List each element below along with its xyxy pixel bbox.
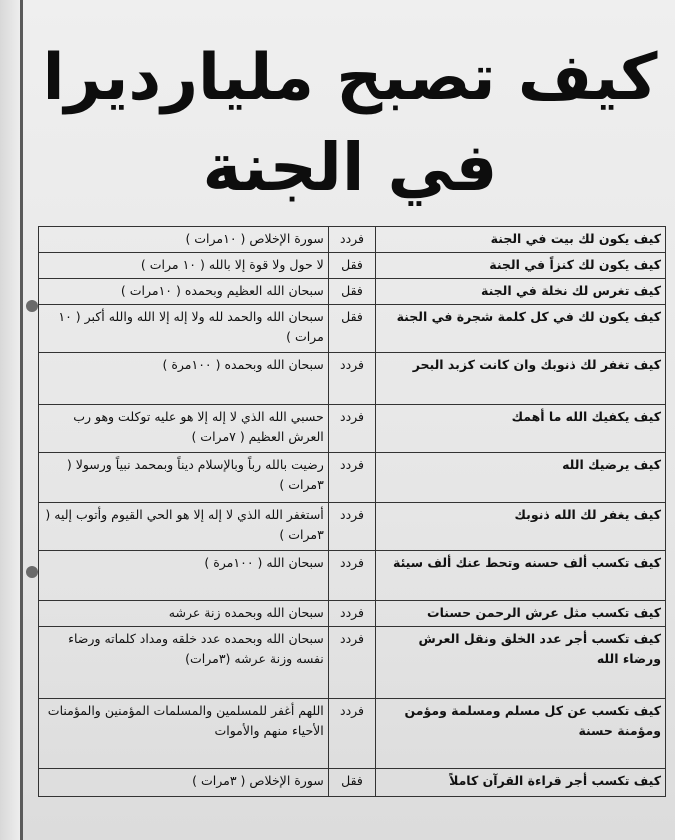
instruction-cell: فردد <box>328 627 375 699</box>
question-cell: كيف تغفر لك ذنوبك وان كانت كزبد البحر <box>376 353 666 405</box>
instruction-cell: فقل <box>328 769 375 797</box>
table-row <box>39 353 666 405</box>
question-cell: كيف يكفيك الله ما أهمك <box>376 405 666 453</box>
dhikr-cell: سبحان الله والحمد لله ولا إله إلا الله والله أكبر ( ١٠ مرات ) <box>39 305 329 353</box>
table-row <box>39 305 666 353</box>
table-row <box>39 627 666 699</box>
dhikr-cell: اللهم أغفر للمسلمين والمسلمات المؤمنين والمؤمنات الأحياء منهم والأموات <box>39 699 329 769</box>
instruction-cell: فقل <box>328 279 375 305</box>
table-row <box>39 551 666 601</box>
dhikr-cell: سبحان الله العظيم وبحمده ( ١٠مرات ) <box>39 279 329 305</box>
instruction-cell: فردد <box>328 551 375 601</box>
pin-hole-icon <box>26 300 38 312</box>
dhikr-cell: رضيت بالله رباً وبالإسلام ديناً وبمحمد نبياً ورسولا ( ٣مرات ) <box>39 453 329 503</box>
dhikr-cell: سورة الإخلاص ( ٣مرات ) <box>39 769 329 797</box>
instruction-cell: فردد <box>328 353 375 405</box>
rewards-table <box>38 226 666 797</box>
question-cell: كيف تكسب مثل عرش الرحمن حسنات <box>376 601 666 627</box>
table-row <box>39 405 666 453</box>
instruction-cell: فردد <box>328 601 375 627</box>
instruction-cell: فردد <box>328 503 375 551</box>
instruction-cell: فردد <box>328 227 375 253</box>
instruction-cell: فقل <box>328 305 375 353</box>
dhikr-cell: سبحان الله وبحمده عدد خلقه ومداد كلماته ورضاء نفسه وزنة عرشه (٣مرات) <box>39 627 329 699</box>
instruction-cell: فردد <box>328 699 375 769</box>
dhikr-cell: أستغفر الله الذي لا إله إلا هو الحي القيوم وأتوب إليه ( ٣مرات ) <box>39 503 329 551</box>
dhikr-cell: سبحان الله ( ١٠٠مرة ) <box>39 551 329 601</box>
table-row <box>39 279 666 305</box>
table-row <box>39 769 666 797</box>
paper-edge-line <box>20 0 23 840</box>
question-cell: كيف تكسب عن كل مسلم ومسلمة ومؤمن ومؤمنة حسنة <box>376 699 666 769</box>
question-cell: كيف يغفر لك الله ذنوبك <box>376 503 666 551</box>
page-subtitle: في الجنة <box>202 129 498 206</box>
pin-hole-icon <box>26 566 38 578</box>
page-title: كيف تصبح مليارديرا <box>42 41 658 115</box>
question-cell: كيف تكسب أجر عدد الخلق ونقل العرش ورضاء الله <box>376 627 666 699</box>
table-row <box>39 503 666 551</box>
question-cell: كيف تكسب أجر قراءة القرآن كاملاً <box>376 769 666 797</box>
question-cell: كيف يرضيك الله <box>376 453 666 503</box>
instruction-cell: فردد <box>328 453 375 503</box>
dhikr-cell: سورة الإخلاص ( ١٠مرات ) <box>39 227 329 253</box>
question-cell: كيف يكون لك في كل كلمة شجرة في الجنة <box>376 305 666 353</box>
question-cell: كيف تكسب ألف حسنه وتحط عنك ألف سيئة <box>376 551 666 601</box>
instruction-cell: فردد <box>328 405 375 453</box>
dhikr-cell: سبحان الله وبحمده زنة عرشه <box>39 601 329 627</box>
question-cell: كيف يكون لك كنزاً في الجنة <box>376 253 666 279</box>
table-row <box>39 253 666 279</box>
table-row <box>39 601 666 627</box>
instruction-cell: فقل <box>328 253 375 279</box>
dhikr-cell: لا حول ولا قوة إلا بالله ( ١٠ مرات ) <box>39 253 329 279</box>
dhikr-cell: سبحان الله وبحمده ( ١٠٠مرة ) <box>39 353 329 405</box>
table-row <box>39 453 666 503</box>
dhikr-cell: حسبي الله الذي لا إله إلا هو عليه توكلت وهو رب العرش العظيم ( ٧مرات ) <box>39 405 329 453</box>
question-cell: كيف تغرس لك نخلة في الجنة <box>376 279 666 305</box>
question-cell: كيف يكون لك بيت في الجنة <box>376 227 666 253</box>
background-left-strip <box>0 0 22 840</box>
table-row <box>39 227 666 253</box>
table-row <box>39 699 666 769</box>
